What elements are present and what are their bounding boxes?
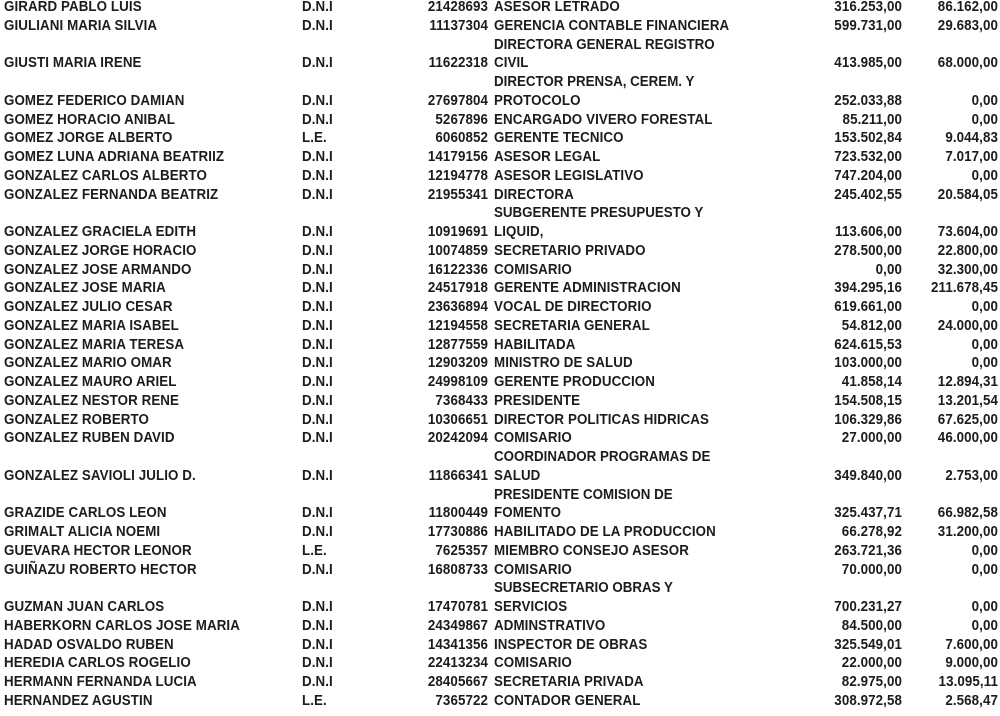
table-row — [0, 167, 1000, 187]
amount-cell: 252.033,88 — [834, 92, 902, 109]
table-row — [0, 373, 1000, 393]
doc-type-cell: D.N.I — [302, 17, 333, 34]
role-cell: ASESOR LETRADO — [494, 0, 620, 15]
doc-type-cell: D.N.I — [302, 55, 333, 72]
doc-type-cell: D.N.I — [302, 636, 333, 653]
name-cell: GIRARD PABLO LUIS — [4, 0, 142, 15]
doc-type-cell: D.N.I — [302, 524, 333, 540]
table-row — [0, 692, 1000, 712]
table-row — [0, 0, 1000, 18]
amount-cell: 85.211,00 — [842, 111, 902, 128]
amount-cell: 349.840,00 — [834, 467, 902, 484]
amount-cell: 66.278,92 — [841, 524, 902, 540]
role-cell: ENCARGADO VIVERO FORESTAL — [494, 111, 713, 128]
role-cell: GERENTE TECNICO — [494, 130, 624, 147]
amount-cell: 154.508,15 — [834, 392, 902, 409]
role-cell: SECRETARIA PRIVADA — [494, 674, 644, 690]
name-cell: GONZALEZ ROBERTO — [4, 411, 150, 428]
amount-cell: 7.600,00 — [945, 636, 998, 653]
doc-type-cell: D.N.I — [302, 0, 333, 15]
amount-cell: 619.661,00 — [834, 299, 902, 315]
doc-number-cell: 23636894 — [427, 299, 488, 315]
table-row — [0, 673, 1000, 693]
doc-type-cell: D.N.I — [302, 242, 333, 259]
amount-cell: 9.044,83 — [945, 130, 998, 147]
amount-cell: 325.549,01 — [834, 636, 902, 653]
role-cell: COMISARIO — [494, 261, 572, 278]
role-cell: COMISARIO — [494, 430, 572, 447]
table-row — [0, 242, 1000, 262]
role-cell: GERENCIA CONTABLE FINANCIERA — [494, 17, 730, 34]
doc-number-cell: 24998109 — [427, 374, 488, 390]
doc-number-cell: 11866341 — [428, 467, 488, 484]
role-cell: PROTOCOLO — [494, 92, 581, 109]
role-cell: CIVIL — [494, 55, 529, 72]
amount-cell: 0,00 — [971, 299, 998, 315]
amount-cell: 67.625,00 — [937, 411, 998, 428]
amount-cell: 9.000,00 — [945, 655, 998, 672]
doc-number-cell: 21955341 — [427, 186, 488, 203]
name-cell: HERNANDEZ AGUSTIN — [4, 692, 153, 709]
role-cell: COMISARIO — [494, 561, 572, 578]
doc-number-cell: 14341356 — [427, 636, 488, 653]
table-row — [0, 542, 1000, 562]
name-cell: GONZALEZ MARIA TERESA — [4, 336, 185, 353]
amount-cell: 41.858,14 — [841, 374, 902, 390]
role-cell: DIRECTORA — [494, 186, 574, 203]
table-row — [0, 148, 1000, 168]
doc-type-cell: D.N.I — [302, 336, 333, 353]
amount-cell: 624.615,53 — [834, 336, 902, 353]
role-cell: FOMENTO — [494, 505, 562, 522]
name-cell: GOMEZ JORGE ALBERTO — [4, 130, 173, 147]
table-row — [0, 279, 1000, 299]
amount-cell: 70.000,00 — [841, 561, 902, 578]
role-cell-line: SUBGERENTE PRESUPUESTO Y — [494, 205, 704, 222]
amount-cell: 31.200,00 — [937, 524, 998, 540]
name-cell: GONZALEZ JULIO CESAR — [4, 299, 173, 315]
table-row — [0, 617, 1000, 637]
name-cell: GOMEZ FEDERICO DAMIAN — [4, 92, 185, 109]
amount-cell: 106.329,86 — [834, 411, 902, 428]
amount-cell: 73.604,00 — [937, 224, 998, 240]
role-cell: MINISTRO DE SALUD — [494, 355, 633, 372]
role-cell: HABILITADO DE LA PRODUCCION — [494, 524, 716, 540]
amount-cell: 700.231,27 — [834, 599, 902, 615]
doc-number-cell: 24517918 — [427, 280, 488, 297]
role-cell-line: DIRECTORA GENERAL REGISTRO — [494, 36, 715, 53]
amount-cell: 153.502,84 — [834, 130, 902, 147]
doc-number-cell: 17470781 — [427, 599, 488, 615]
amount-cell: 27.000,00 — [841, 430, 902, 447]
doc-number-cell: 6060852 — [435, 130, 488, 147]
name-cell: GONZALEZ MARIA ISABEL — [4, 317, 179, 334]
doc-number-cell: 5267896 — [435, 111, 488, 128]
name-cell: GONZALEZ GRACIELA EDITH — [4, 224, 197, 240]
amount-cell: 68.000,00 — [937, 55, 998, 72]
name-cell: GRIMALT ALICIA NOEMI — [4, 524, 161, 540]
amount-cell: 0,00 — [971, 92, 998, 109]
amount-cell: 211.678,45 — [931, 280, 998, 297]
doc-number-cell: 21428693 — [427, 0, 488, 15]
doc-type-cell: L.E. — [302, 130, 327, 147]
name-cell: GONZALEZ SAVIOLI JULIO D. — [4, 467, 196, 484]
name-cell: HERMANN FERNANDA LUCIA — [4, 674, 197, 690]
name-cell: GOMEZ HORACIO ANIBAL — [4, 111, 176, 128]
amount-cell: 0,00 — [971, 561, 998, 578]
doc-number-cell: 20242094 — [427, 430, 488, 447]
amount-cell: 245.402,55 — [834, 186, 902, 203]
doc-number-cell: 10074859 — [427, 242, 488, 259]
name-cell: GONZALEZ JORGE HORACIO — [4, 242, 197, 259]
table-row — [0, 598, 1000, 618]
table-row — [0, 411, 1000, 431]
doc-type-cell: D.N.I — [302, 149, 333, 165]
table-row — [0, 54, 1000, 74]
amount-cell: 32.300,00 — [937, 261, 998, 278]
doc-number-cell: 12877559 — [427, 336, 488, 353]
amount-cell: 113.606,00 — [835, 224, 902, 240]
role-cell: HABILITADA — [494, 336, 576, 353]
doc-type-cell: D.N.I — [302, 617, 333, 634]
doc-type-cell: D.N.I — [302, 224, 333, 240]
name-cell: GIUSTI MARIA IRENE — [4, 55, 142, 72]
name-cell: HEREDIA CARLOS ROGELIO — [4, 655, 191, 672]
role-cell: SERVICIOS — [494, 599, 568, 615]
amount-cell: 723.532,00 — [834, 149, 902, 165]
amount-cell: 66.982,58 — [937, 505, 998, 522]
role-cell: ASESOR LEGISLATIVO — [494, 167, 644, 184]
name-cell: GONZALEZ JOSE MARIA — [4, 280, 166, 297]
name-cell: GONZALEZ MAURO ARIEL — [4, 374, 177, 390]
doc-type-cell: D.N.I — [302, 317, 333, 334]
doc-type-cell: D.N.I — [302, 467, 333, 484]
amount-cell: 22.800,00 — [937, 242, 998, 259]
amount-cell: 46.000,00 — [937, 430, 998, 447]
name-cell: GONZALEZ FERNANDA BEATRIZ — [4, 186, 219, 203]
role-cell: ASESOR LEGAL — [494, 149, 601, 165]
amount-cell: 278.500,00 — [834, 242, 902, 259]
role-cell: CONTADOR GENERAL — [494, 692, 641, 709]
name-cell: GONZALEZ NESTOR RENE — [4, 392, 180, 409]
role-cell: INSPECTOR DE OBRAS — [494, 636, 648, 653]
doc-type-cell: L.E. — [302, 692, 327, 709]
amount-cell: 599.731,00 — [834, 17, 902, 34]
table-row — [0, 636, 1000, 656]
doc-type-cell: D.N.I — [302, 430, 333, 447]
table-row — [0, 392, 1000, 412]
doc-type-cell: D.N.I — [302, 561, 333, 578]
amount-cell: 0,00 — [875, 261, 902, 278]
role-cell: GERENTE PRODUCCION — [494, 374, 656, 390]
table-row — [0, 561, 1000, 581]
amount-cell: 2.568,47 — [945, 692, 998, 709]
amount-cell: 54.812,00 — [841, 317, 902, 334]
table-row — [0, 354, 1000, 374]
doc-number-cell: 16808733 — [427, 561, 488, 578]
role-cell: GERENTE ADMINISTRACION — [494, 280, 681, 297]
role-cell: COMISARIO — [494, 655, 572, 672]
amount-cell: 12.894,31 — [937, 374, 998, 390]
doc-number-cell: 10919691 — [427, 224, 488, 240]
role-cell: ADMINSTRATIVO — [494, 617, 606, 634]
doc-type-cell: L.E. — [302, 542, 327, 559]
doc-number-cell: 12903209 — [427, 355, 488, 372]
doc-number-cell: 12194558 — [427, 317, 488, 334]
table-row — [0, 129, 1000, 149]
amount-cell: 0,00 — [971, 617, 998, 634]
name-cell: GONZALEZ JOSE ARMANDO — [4, 261, 192, 278]
amount-cell: 7.017,00 — [945, 149, 998, 165]
name-cell: GUZMAN JUAN CARLOS — [4, 599, 165, 615]
name-cell: GUEVARA HECTOR LEONOR — [4, 542, 192, 559]
doc-type-cell: D.N.I — [302, 674, 333, 690]
role-cell: LIQUID, — [494, 224, 544, 240]
table-row — [0, 523, 1000, 543]
doc-number-cell: 11137304 — [429, 17, 488, 34]
role-cell-line: PRESIDENTE COMISION DE — [494, 486, 673, 503]
doc-number-cell: 24349867 — [427, 617, 488, 634]
name-cell: GOMEZ LUNA ADRIANA BEATRIIZ — [4, 149, 225, 165]
name-cell: GRAZIDE CARLOS LEON — [4, 505, 167, 522]
amount-cell: 82.975,00 — [841, 674, 902, 690]
doc-number-cell: 16122336 — [427, 261, 488, 278]
role-cell: SECRETARIO PRIVADO — [494, 242, 646, 259]
amount-cell: 0,00 — [971, 599, 998, 615]
doc-number-cell: 11800449 — [428, 505, 488, 522]
doc-number-cell: 27697804 — [427, 92, 488, 109]
table-row — [0, 17, 1000, 37]
table-row — [0, 223, 1000, 243]
amount-cell: 0,00 — [971, 167, 998, 184]
doc-type-cell: D.N.I — [302, 186, 333, 203]
doc-type-cell: D.N.I — [302, 374, 333, 390]
role-cell: SALUD — [494, 467, 541, 484]
role-cell-line: SUBSECRETARIO OBRAS Y — [494, 580, 673, 597]
role-cell: DIRECTOR POLITICAS HIDRICAS — [494, 411, 709, 428]
table-row — [0, 429, 1000, 449]
role-cell: MIEMBRO CONSEJO ASESOR — [494, 542, 689, 559]
doc-type-cell: D.N.I — [302, 599, 333, 615]
name-cell: GONZALEZ CARLOS ALBERTO — [4, 167, 207, 184]
doc-number-cell: 17730886 — [427, 524, 488, 540]
name-cell: HABERKORN CARLOS JOSE MARIA — [4, 617, 240, 634]
table-row — [0, 261, 1000, 281]
doc-type-cell: D.N.I — [302, 167, 333, 184]
amount-cell: 22.000,00 — [841, 655, 902, 672]
doc-type-cell: D.N.I — [302, 392, 333, 409]
role-cell-line: COORDINADOR PROGRAMAS DE — [494, 449, 711, 465]
role-cell: SECRETARIA GENERAL — [494, 317, 650, 334]
doc-number-cell: 14179156 — [427, 149, 488, 165]
table-row — [0, 336, 1000, 356]
amount-cell: 263.721,36 — [834, 542, 902, 559]
doc-number-cell: 22413234 — [427, 655, 488, 672]
doc-type-cell: D.N.I — [302, 111, 333, 128]
amount-cell: 0,00 — [971, 355, 998, 372]
amount-cell: 747.204,00 — [834, 167, 902, 184]
amount-cell: 325.437,71 — [834, 505, 902, 522]
table-row — [0, 504, 1000, 524]
doc-type-cell: D.N.I — [302, 92, 333, 109]
amount-cell: 20.584,05 — [937, 186, 998, 203]
name-cell: HADAD OSVALDO RUBEN — [4, 636, 174, 653]
table-row — [0, 298, 1000, 318]
amount-cell: 0,00 — [971, 336, 998, 353]
name-cell: GUIÑAZU ROBERTO HECTOR — [4, 561, 197, 578]
table-row — [0, 317, 1000, 337]
amount-cell: 103.000,00 — [834, 355, 902, 372]
doc-number-cell: 12194778 — [427, 167, 488, 184]
amount-cell: 13.095,11 — [938, 674, 998, 690]
role-cell: PRESIDENTE — [494, 392, 581, 409]
amount-cell: 308.972,58 — [834, 692, 902, 709]
amount-cell: 86.162,00 — [937, 0, 998, 15]
table-row — [0, 186, 1000, 206]
amount-cell: 0,00 — [971, 542, 998, 559]
doc-type-cell: D.N.I — [302, 411, 333, 428]
role-cell: VOCAL DE DIRECTORIO — [494, 299, 652, 315]
doc-number-cell: 7365722 — [435, 692, 488, 709]
name-cell: GONZALEZ MARIO OMAR — [4, 355, 172, 372]
name-cell: GONZALEZ RUBEN DAVID — [4, 430, 175, 447]
doc-number-cell: 7368433 — [435, 392, 488, 409]
amount-cell: 394.295,16 — [834, 280, 902, 297]
amount-cell: 0,00 — [971, 111, 998, 128]
doc-type-cell: D.N.I — [302, 261, 333, 278]
amount-cell: 316.253,00 — [834, 0, 902, 15]
doc-type-cell: D.N.I — [302, 299, 333, 315]
doc-type-cell: D.N.I — [302, 655, 333, 672]
doc-number-cell: 28405667 — [427, 674, 488, 690]
table-row — [0, 467, 1000, 487]
amount-cell: 24.000,00 — [937, 317, 998, 334]
doc-type-cell: D.N.I — [302, 505, 333, 522]
amount-cell: 29.683,00 — [937, 17, 998, 34]
amount-cell: 84.500,00 — [841, 617, 902, 634]
amount-cell: 13.201,54 — [937, 392, 998, 409]
doc-number-cell: 10306651 — [427, 411, 488, 428]
table-row — [0, 111, 1000, 131]
doc-type-cell: D.N.I — [302, 355, 333, 372]
amount-cell: 413.985,00 — [834, 55, 902, 72]
doc-number-cell: 7625357 — [435, 542, 488, 559]
role-cell-line: DIRECTOR PRENSA, CEREM. Y — [494, 74, 695, 90]
doc-number-cell: 11622318 — [428, 55, 488, 72]
table-row — [0, 92, 1000, 112]
name-cell: GIULIANI MARIA SILVIA — [4, 17, 158, 34]
amount-cell: 2.753,00 — [945, 467, 998, 484]
doc-type-cell: D.N.I — [302, 280, 333, 297]
table-row — [0, 654, 1000, 674]
